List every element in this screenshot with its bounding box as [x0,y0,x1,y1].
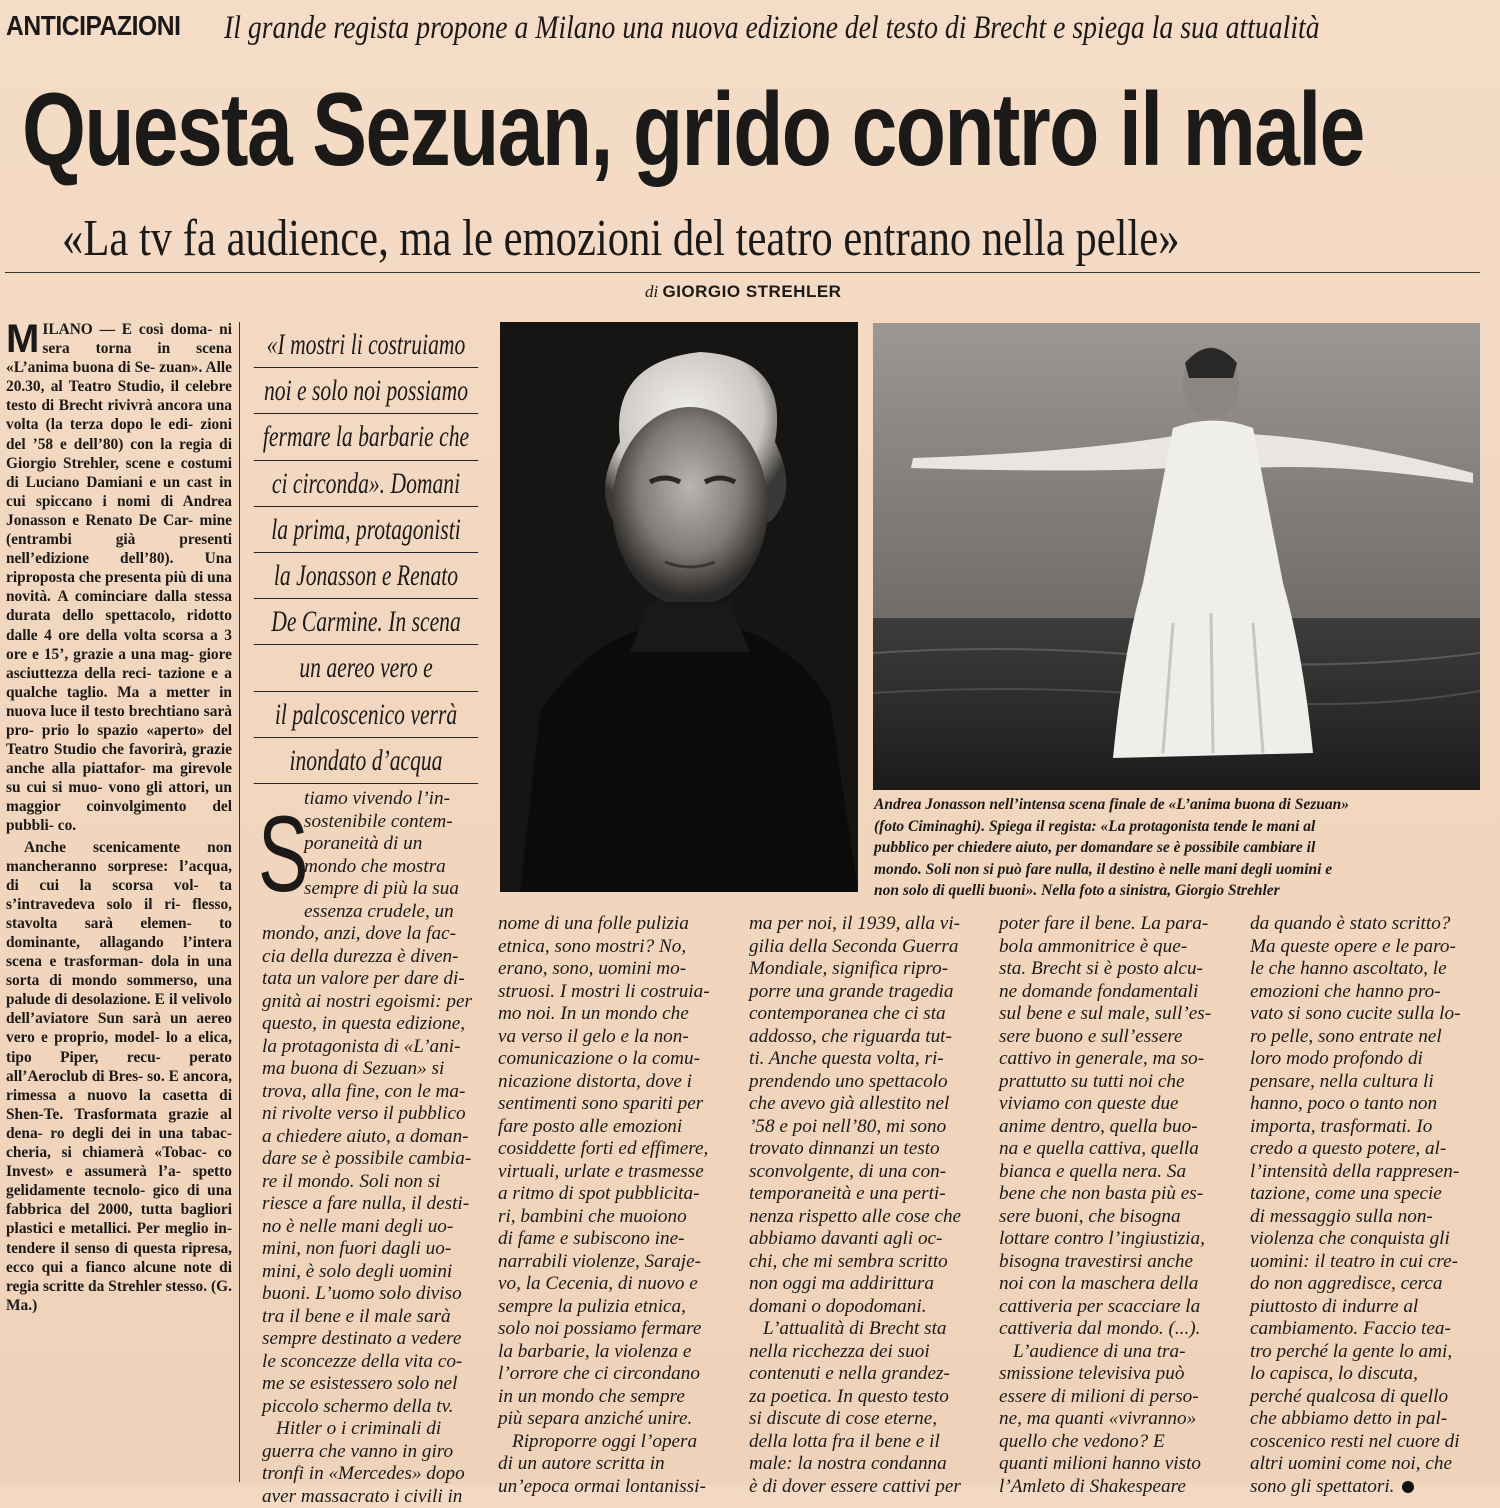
essay-line: nella ricchezza dei suoi [749,1341,977,1364]
essay-line: l’Amleto di Shakespeare [999,1476,1227,1499]
essay-line: comunicazione o la comu- [498,1048,724,1071]
essay-line: le sconcezze della vita co- [262,1351,482,1374]
essay-line: questo, in questa edizione, [262,1013,482,1036]
pull-quote-line: ci circonda». Domani [254,461,479,507]
essay-line: vo, la Cecenia, di nuovo e [498,1273,724,1296]
essay-line: hanno, poco o tanto non [1250,1093,1480,1116]
essay-line: narrabili violenze, Saraje- [498,1251,724,1274]
essay-line: va verso il gelo e la non- [498,1026,724,1049]
essay-line: porre una grande tragedia [749,981,977,1004]
essay-column-2 [498,913,724,1498]
essay-line: nenza rispetto alle cose che [749,1206,977,1229]
essay-line: viviamo con queste due [999,1093,1227,1116]
essay-line: che avevo già allestito nel [749,1093,977,1116]
essay-line: Ma queste opere e le paro- [1250,936,1480,959]
essay-line: Hitler o i criminali di [262,1418,482,1441]
essay-line: buoni. L’uomo solo diviso [262,1283,482,1306]
essay-line: di un autore scritta in [498,1453,724,1476]
essay-line: contemporanea che ci sta [749,1003,977,1026]
essay-line: in un mondo che sempre [498,1386,724,1409]
essay-line: sul bene e sul male, sull’es- [999,1003,1227,1026]
pull-quote-line: inondato d’acqua [254,738,479,784]
essay-line: tata un valore per dare di- [262,968,482,991]
essay-line: ma per noi, il 1939, alla vi- [749,913,977,936]
essay-line: Riproporre oggi l’opera [498,1431,724,1454]
essay-line: poter fare il bene. La para- [999,913,1227,936]
essay-column-1 [262,788,482,1508]
essay-line: più separa anziché unire. [498,1408,724,1431]
caption-line: pubblico per chiedere aiuto, per domandare se è possibile cambiare il [874,837,1480,859]
essay-line: sentimenti sono spariti per [498,1093,724,1116]
essay-line: la barbarie, la violenza e [498,1341,724,1364]
essay-line: piuttosto di indurre al [1250,1296,1480,1319]
essay-line: no è nelle mani degli uo- [262,1216,482,1239]
essay-line: trova, alla fine, con le ma- [262,1081,482,1104]
drop-cap-m: M [6,322,39,356]
caption-line: mondo. Soli non si può fare nulla, il destino è nelle mani degli uomini e [874,859,1480,881]
essay-line: tra il bene e il male sarà [262,1306,482,1329]
essay-line: L’audience di una tra- [999,1341,1227,1364]
essay-line: nome di una folle pulizia [498,913,724,936]
essay-line: ri, bambini che muoiono [498,1206,724,1229]
essay-line: essenza crudele, un [262,901,482,924]
essay-line: ni rivolte verso il pubblico [262,1103,482,1126]
essay-line: guerra che vanno in giro [262,1441,482,1464]
pull-quote-line: la Jonasson e Renato [254,553,479,599]
essay-line: sempre destinato a vedere [262,1328,482,1351]
essay-line: prattutto su tutti noi che [999,1071,1227,1094]
essay-line: solo noi possiamo fermare [498,1318,724,1341]
essay-line: ne, ma quanti «vivranno» [999,1408,1227,1431]
essay-line: della lotta fra il bene e il [749,1431,977,1454]
essay-line: sempre di più la sua [262,878,482,901]
essay-line: ma buona di Sezuan» si [262,1058,482,1081]
essay-line: sere buoni, che bisogna [999,1206,1227,1229]
essay-line: cia della durezza è diven- [262,946,482,969]
photo-caption [874,794,1480,902]
essay-line: mini, non fuori dagli uo- [262,1238,482,1261]
essay-line: sostenibile contem- [262,811,482,834]
essay-line: cambiamento. Faccio tea- [1250,1318,1480,1341]
essay-line: a chiedere aiuto, a doman- [262,1126,482,1149]
essay-line: sere buono e sull’essere [999,1026,1227,1049]
portrait-photo-strehler [500,322,858,892]
column-divider [239,322,240,1482]
byline-author: GIORGIO STREHLER [662,282,841,301]
essay-line: cattiveria dal mondo. (...). [999,1318,1227,1341]
essay-line: un’epoca ormai lontanissi- [498,1476,724,1499]
essay-line: violenza che conquista gli [1250,1228,1480,1251]
essay-line: uomini: il teatro in cui cre- [1250,1251,1480,1274]
essay-line: cosiddette forti ed effimere, [498,1138,724,1161]
caption-line: Andrea Jonasson nell’intensa scena finale de «L’anima buona di Sezuan» [874,794,1480,816]
essay-line: mo noi. In un mondo che [498,1003,724,1026]
essay-line: bisogna travestirsi anche [999,1251,1227,1274]
essay-line: quanti milioni hanno visto [999,1453,1227,1476]
essay-line: è di dover essere cattivi per [749,1476,977,1499]
essay-line: da quando è stato scritto? [1250,913,1480,936]
essay-line: l’intensità della rappresen- [1250,1161,1480,1184]
essay-line: bianca e quella nera. Sa [999,1161,1227,1184]
essay-line: emozioni che hanno pro- [1250,981,1480,1004]
essay-line: erano, sono, uomini mo- [498,958,724,981]
essay-line: struosi. I mostri li costruia- [498,981,724,1004]
end-mark-icon [1402,1481,1414,1493]
essay-line: vato si sono cucite sulla lo- [1250,1003,1480,1026]
subheadline: «La tv fa audience, ma le emozioni del teatro entrano nella pelle» [62,210,1180,267]
essay-line: do non aggredisce, cerca [1250,1273,1480,1296]
pull-quote-line: noi e solo noi possiamo [254,368,479,414]
brief-paragraph-1 [6,320,232,836]
essay-line: sono gli spettatori. [1250,1476,1480,1499]
essay-line: smissione televisiva può [999,1363,1227,1386]
essay-line: gnità ai nostri egoismi: per [262,991,482,1014]
essay-line: non oggi ma addirittura [749,1273,977,1296]
essay-line: L’attualità di Brecht sta [749,1318,977,1341]
essay-line: dare se è possibile cambia- [262,1148,482,1171]
essay-line: ne domande fondamentali [999,981,1227,1004]
headline: Questa Sezuan, grido contro il male [22,78,1364,182]
essay-line: di messaggio sulla non- [1250,1206,1480,1229]
stage-scene-photo [873,323,1480,790]
essay-column-5 [1250,913,1480,1498]
essay-line: mini, è solo degli uomini [262,1261,482,1284]
essay-line: aver massacrato i civili in [262,1486,482,1508]
essay-line: bene che non basta più es- [999,1183,1227,1206]
essay-line: pensare, nella cultura li [1250,1071,1480,1094]
essay-line: poraneità di un [262,833,482,856]
essay-line: ’58 e poi nell’80, mi sono [749,1116,977,1139]
essay-line: male: la nostra condanna [749,1453,977,1476]
essay-line: nicazione distorta, dove i [498,1071,724,1094]
essay-line: coscenico resti nel cuore di [1250,1431,1480,1454]
essay-line: lo capisca, lo discuta, [1250,1363,1480,1386]
essay-line: temporaneità e una perti- [749,1183,977,1206]
essay-line: addosso, che riguarda tut- [749,1026,977,1049]
essay-line: re il mondo. Soli non si [262,1171,482,1194]
essay-line: sta. Brecht si è posto alcu- [999,958,1227,981]
essay-line: etnica, sono mostri? No, [498,936,724,959]
byline [645,282,841,302]
essay-line: cattiveria per scacciare la [999,1296,1227,1319]
essay-line: anime dentro, quella buo- [999,1116,1227,1139]
pull-quote-line: un aereo vero e [254,645,479,691]
essay-line: mondo, anzi, dove la fac- [262,923,482,946]
essay-line: abbiamo davanti agli oc- [749,1228,977,1251]
essay-line: tiamo vivendo l’in- [262,788,482,811]
drop-cap-s: S [258,800,308,908]
section-tag: ANTICIPAZIONI [6,10,181,42]
essay-line: perché qualcosa di quello [1250,1386,1480,1409]
deck-line: Il grande regista propone a Milano una nuova edizione del testo di Brecht e spiega la sua attualità [224,10,1320,47]
essay-line: noi con la maschera della [999,1273,1227,1296]
essay-line: tazione, come una specie [1250,1183,1480,1206]
essay-line: sconvolgente, di una con- [749,1161,977,1184]
essay-line: za poetica. In questo testo [749,1386,977,1409]
byline-prefix: di [645,282,658,301]
essay-line: credo a questo potere, al- [1250,1138,1480,1161]
essay-line: contenuti e nella grandez- [749,1363,977,1386]
essay-line: virtuali, urlate e trasmesse [498,1161,724,1184]
kicker [6,10,1496,42]
pull-quote-line: «I mostri li costruiamo [254,322,479,368]
essay-line: a ritmo di spot pubblicita- [498,1183,724,1206]
essay-line: fare posto alle emozioni [498,1116,724,1139]
brief-text: ILANO — E così doma- ni sera torna in scena «L’anima buona di Se- zuan». Alle 20.30, al Teatro Studio, il celebre testo di Brecht rivivrà ancora una volta (la terza dopo le edi- zioni del ’58 e dell’80) con la regia di Giorgio Strehler, scene e costumi di Luciano Damiani e un cast in cui spiccano i nomi di Andrea Jonasson e Renato De Car- mine (entrambi già presenti nell’edizione dell’80). Una riproposta che presenta più di una novità. A cominciare dalla stessa durata dello spettacolo, ridotto dalle 4 ore della volta scorsa a 3 ore e 15’, grazie a una mag- giore asciuttezza della reci- tazione e a qualche taglio. Ma a metter in nuova luce il testo brechtiano sarà pro- prio lo spazio «aperto» del Teatro Studio che favorirà, grazie anche alla piattafor- ma girevole su cui si muo- vono gli attori, un maggior coinvolgimento del pubbli- co. [6,320,232,836]
essay-line: prendendo uno spettacolo [749,1071,977,1094]
essay-line: chi, che mi sembra scritto [749,1251,977,1274]
essay-line: tro perché la gente lo ami, [1250,1341,1480,1364]
pull-quote-line: fermare la barbarie che [254,414,479,460]
essay-line: ti. Anche questa volta, ri- [749,1048,977,1071]
essay-line: le che hanno ascoltato, le [1250,958,1480,981]
essay-line: gilia della Seconda Guerra [749,936,977,959]
brief-paragraph-2: Anche scenicamente non mancheranno sorprese: l’acqua, di cui la scorsa vol- ta s’intravedeva solo il ri- flesso, stavolta sarà elemen- to dominante, allagando l’intera scena e trasforman- dola in una sorta di mondo sommerso, una palude di desolazione. E il velivolo dell’aviatore Sun sarà un aereo vero e proprio, model- lo a elica, tipo Piper, recu- perato all’Aeroclub di Bres- so. E ancora, rimessa a nuovo la casetta di Shen-Te. Trasformata grazie al dena- ro degli dei in una tabac- cheria, si chiamerà «Tobac- co Invest» e assumerà l’a- spetto gelidamente tecnolo- gico di una fabbrica del 2000, tutta bagliori plastici e metallici. Per meglio in- tendere il senso di questa ripresa, ecco qui a fianco alcune note di regia scritte da Strehler stesso. (G. Ma.) [6,838,232,1315]
headline-rule [5,272,1480,273]
pull-quote-line: il palcoscenico verrà [254,692,479,738]
essay-line: quello che vedono? E [999,1431,1227,1454]
essay-line: altri uomini come noi, che [1250,1453,1480,1476]
essay-line: riesce a fare nulla, il desti- [262,1193,482,1216]
essay-line: ro pelle, sono entrate nel [1250,1026,1480,1049]
essay-line: importa, trasformati. Io [1250,1116,1480,1139]
essay-line: di fame e subiscono ine- [498,1228,724,1251]
essay-line: piccolo schermo della tv. [262,1396,482,1419]
essay-line: lottare contro l’ingiustizia, [999,1228,1227,1251]
pull-quote-line: la prima, protagonisti [254,507,479,553]
essay-line: mondo che mostra [262,856,482,879]
pull-quote [250,322,482,784]
caption-line: non solo di quelli buoni». Nella foto a sinistra, Giorgio Strehler [874,880,1480,902]
essay-column-3 [749,913,977,1498]
essay-line: la protagonista di «L’ani- [262,1036,482,1059]
essay-line: loro modo profondo di [1250,1048,1480,1071]
caption-line: (foto Ciminaghi). Spiega il regista: «La protagonista tende le mani al [874,816,1480,838]
essay-line: me se esistessero solo nel [262,1373,482,1396]
essay-line: l’orrore che ci circondano [498,1363,724,1386]
news-brief-column [6,320,232,1315]
essay-line: tronfi in «Mercedes» dopo [262,1463,482,1486]
essay-line: trovato dinnanzi un testo [749,1138,977,1161]
essay-line: bola ammonitrice è que- [999,936,1227,959]
essay-line: Mondiale, significa ripro- [749,958,977,981]
essay-line: essere di milioni di perso- [999,1386,1227,1409]
essay-line: si discute di cose eterne, [749,1408,977,1431]
pull-quote-line: De Carmine. In scena [254,599,479,645]
essay-line: na e quella cattiva, quella [999,1138,1227,1161]
essay-line: domani o dopodomani. [749,1296,977,1319]
essay-column-4 [999,913,1227,1498]
essay-line: cattivo in generale, ma so- [999,1048,1227,1071]
essay-line: sempre la pulizia etnica, [498,1296,724,1319]
essay-line: che abbiamo detto in pal- [1250,1408,1480,1431]
